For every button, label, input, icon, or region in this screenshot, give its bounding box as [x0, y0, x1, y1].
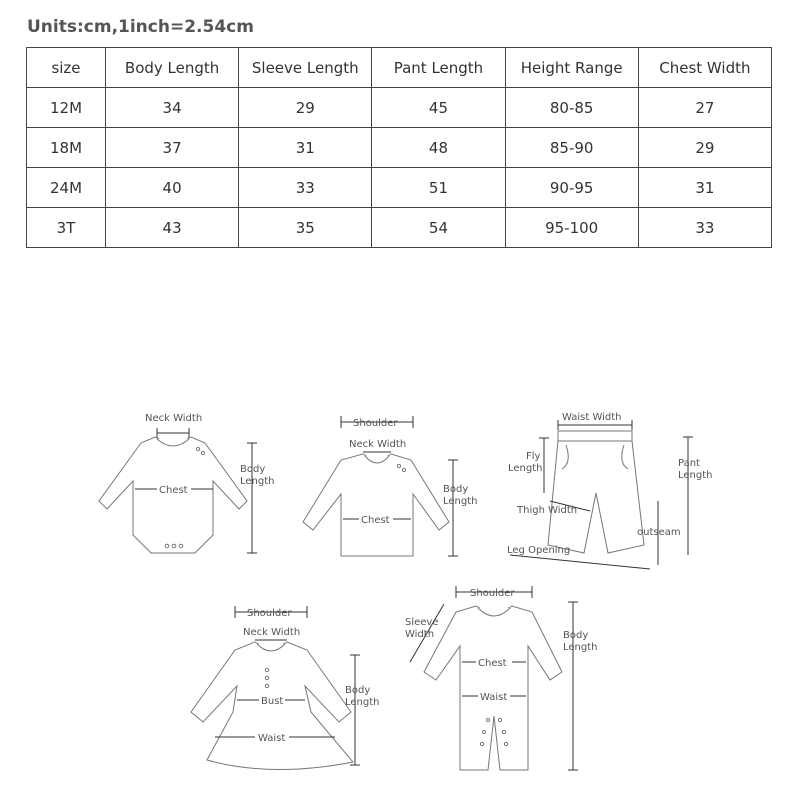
romper-sleeve-label: Sleeve [405, 617, 439, 628]
table-cell: 3T [27, 208, 106, 248]
bodysuit-length-label: Length [240, 476, 275, 487]
table-row [27, 208, 772, 248]
dress-length-label: Length [345, 697, 380, 708]
table-cell: 27 [638, 88, 771, 128]
table-cell: 18M [27, 128, 106, 168]
table-row [27, 168, 772, 208]
top-diagram [295, 410, 495, 570]
romper-diagram [400, 580, 615, 780]
pants-pant-length-label: Length [678, 470, 713, 481]
table-cell: 29 [239, 88, 372, 128]
pants-fly-label: Fly [526, 451, 541, 462]
table-cell: 37 [106, 128, 239, 168]
pants-pant-label: Pant [678, 458, 700, 469]
dress-neck-width-label: Neck Width [243, 627, 301, 638]
pants-outseam-label: outseam [637, 527, 681, 538]
header-pant-length: Pant Length [372, 48, 505, 88]
size-chart-table [26, 47, 772, 248]
table-cell: 90-95 [505, 168, 638, 208]
table-cell: 31 [239, 128, 372, 168]
units-note: Units:cm,1inch=2.54cm [27, 17, 254, 37]
table-row [27, 128, 772, 168]
table-cell: 33 [638, 208, 771, 248]
romper-shoulder-label: Shoulder [470, 588, 515, 599]
pants-waist-width-label: Waist Width [562, 412, 622, 423]
dress-diagram [185, 600, 390, 785]
romper-chest-label: Chest [478, 658, 507, 669]
table-cell: 85-90 [505, 128, 638, 168]
table-cell: 12M [27, 88, 106, 128]
table-header-row [27, 48, 772, 88]
dress-shoulder-label: Shoulder [247, 608, 292, 619]
table-cell: 95-100 [505, 208, 638, 248]
table-cell: 33 [239, 168, 372, 208]
bodysuit-neck-width-label: Neck Width [145, 413, 203, 424]
header-sleeve-length: Sleeve Length [239, 48, 372, 88]
top-body-label: Body [443, 484, 469, 495]
romper-waist-label: Waist [480, 692, 508, 703]
table-cell: 51 [372, 168, 505, 208]
table-cell: 35 [239, 208, 372, 248]
table-cell: 34 [106, 88, 239, 128]
pants-leg-opening-label: Leg Opening [507, 545, 571, 556]
table-cell: 43 [106, 208, 239, 248]
header-chest-width: Chest Width [638, 48, 771, 88]
top-length-label: Length [443, 496, 478, 507]
table-cell: 31 [638, 168, 771, 208]
bodysuit-diagram [95, 405, 295, 565]
romper-length-label: Length [563, 642, 598, 653]
dress-waist-label: Waist [258, 733, 286, 744]
table-cell: 48 [372, 128, 505, 168]
table-cell: 40 [106, 168, 239, 208]
header-body-length: Body Length [106, 48, 239, 88]
pants-diagram [500, 405, 730, 580]
romper-body-label: Body [563, 630, 589, 641]
dress-body-label: Body [345, 685, 371, 696]
bodysuit-chest-label: Chest [159, 485, 188, 496]
header-size: size [27, 48, 106, 88]
bodysuit-body-label: Body [240, 464, 266, 475]
table-cell: 45 [372, 88, 505, 128]
table-cell: 80-85 [505, 88, 638, 128]
romper-width-label: Width [405, 629, 435, 640]
pants-fly-length-label: Length [508, 463, 543, 474]
table-row [27, 88, 772, 128]
header-height-range: Height Range [505, 48, 638, 88]
table-cell: 29 [638, 128, 771, 168]
dress-bust-label: Bust [261, 696, 284, 707]
top-shoulder-label: Shoulder [353, 418, 398, 429]
top-neck-width-label: Neck Width [349, 439, 407, 450]
table-cell: 54 [372, 208, 505, 248]
top-chest-label: Chest [361, 515, 390, 526]
pants-thigh-width-label: Thigh Width [517, 505, 578, 516]
table-cell: 24M [27, 168, 106, 208]
